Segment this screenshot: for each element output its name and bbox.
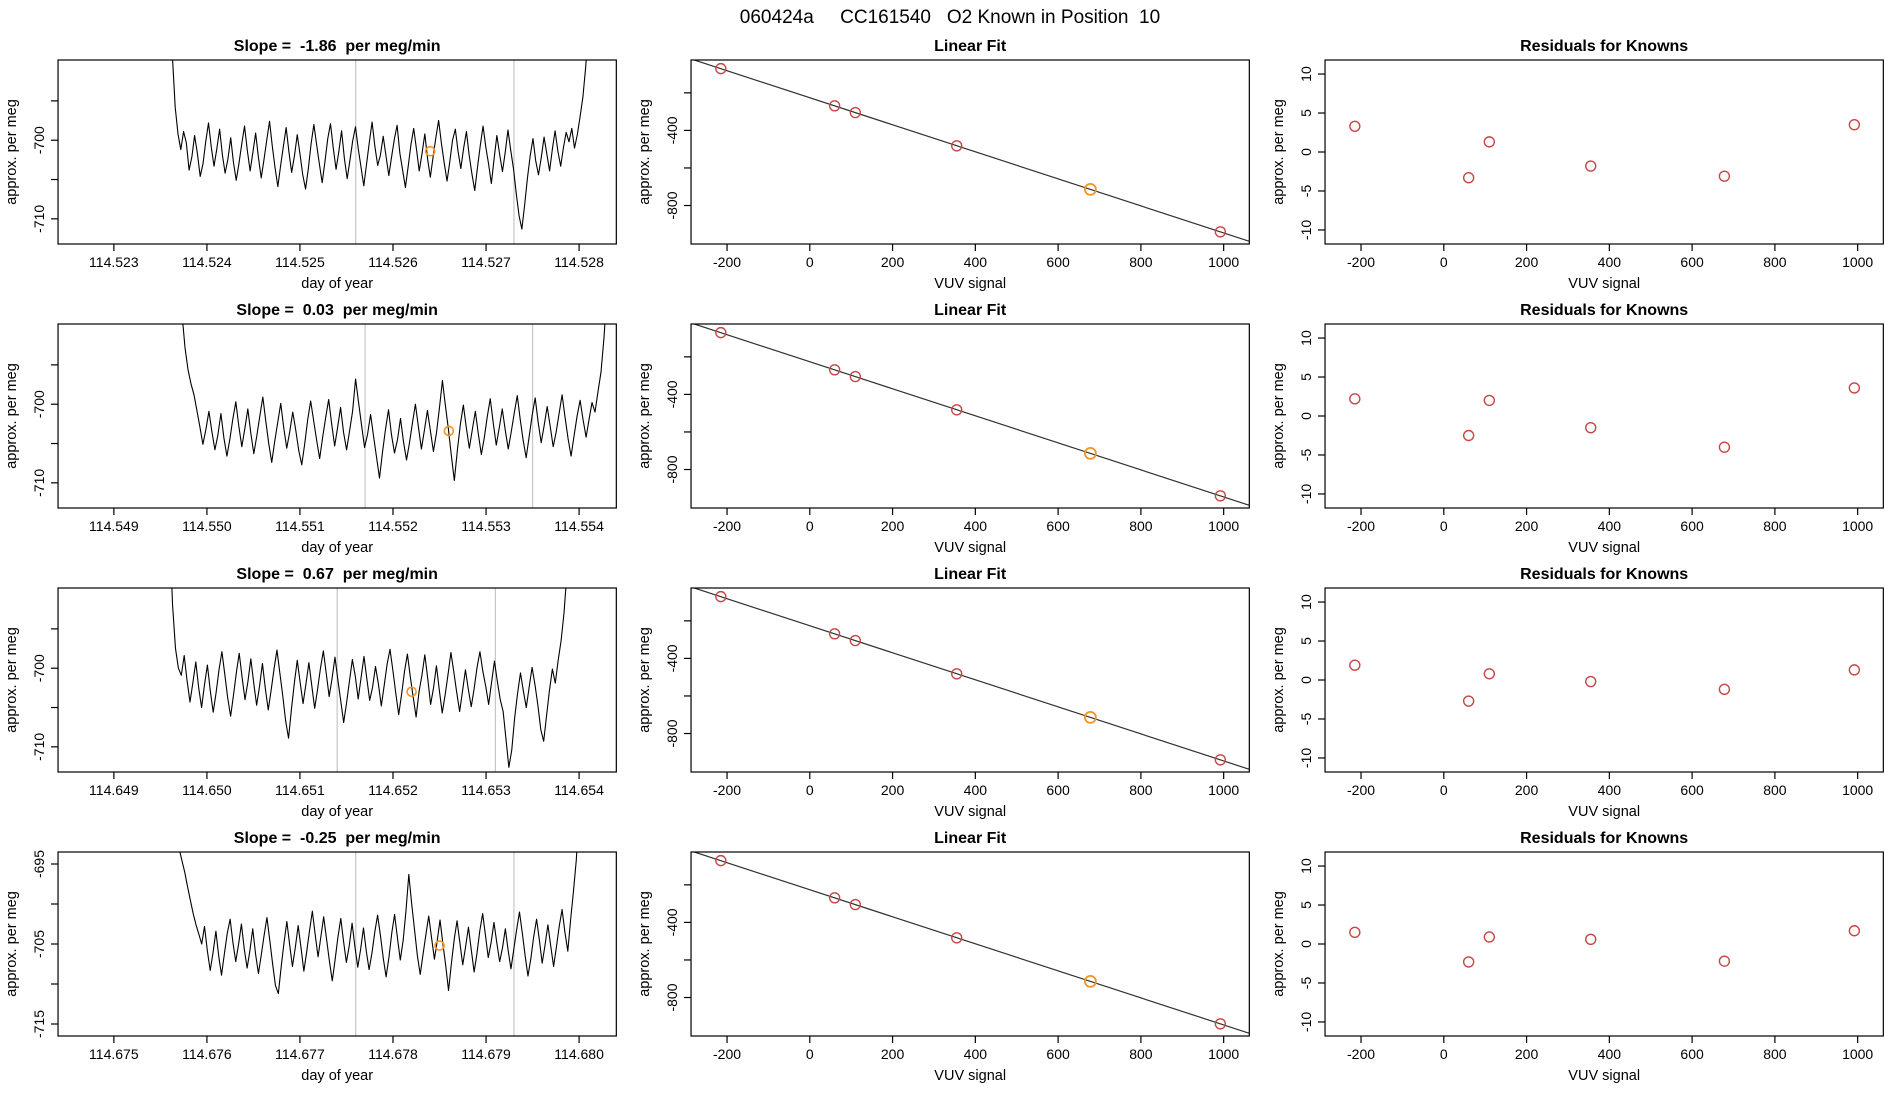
x-tick-label: 0 [806,254,815,270]
fit-line [691,587,1249,769]
data-point [1349,394,1359,404]
y-tick-label: -5 [1297,976,1314,990]
y-tick-label: 0 [1297,412,1314,420]
y-tick-label: 10 [1297,330,1314,346]
data-point [1849,926,1859,936]
data-point [1349,660,1359,670]
x-tick-label: 114.528 [554,254,604,270]
x-tick-label: 114.652 [368,782,418,798]
plot-box [691,588,1249,772]
y-axis-label: approx. per meg [4,99,21,205]
y-tick-label: -10 [1297,219,1314,241]
data-point [1463,957,1473,967]
x-tick-label: 114.675 [89,1046,139,1062]
x-tick-label: 114.649 [89,782,139,798]
x-tick-label: 200 [1514,782,1538,798]
y-tick-label: 10 [1297,66,1314,82]
y-axis-label: approx. per meg [4,363,21,469]
x-tick-label: 400 [1597,1046,1621,1062]
data-point [1463,430,1473,440]
panel-title: Residuals for Knowns [1519,302,1688,319]
x-tick-label: 114.679 [461,1046,511,1062]
x-tick-label: 1000 [1841,254,1873,270]
x-tick-label: 114.550 [182,518,232,534]
x-axis-label: VUV signal [1567,540,1640,556]
data-point [1585,423,1595,433]
y-axis-label: approx. per meg [1270,99,1287,205]
x-axis-label: VUV signal [1567,1068,1640,1084]
x-tick-label: 600 [1046,782,1071,798]
y-tick-label: -400 [664,116,681,145]
x-tick-label: 0 [1439,518,1448,534]
data-point [1849,665,1859,675]
y-tick-label: -700 [31,126,48,155]
y-axis-label: approx. per meg [637,363,654,469]
data-point [1719,171,1729,181]
plot-box [1325,60,1883,244]
fit-line [691,851,1249,1033]
y-tick-label: -10 [1297,483,1314,505]
x-tick-label: 800 [1762,254,1787,270]
x-tick-label: 800 [1762,782,1787,798]
x-tick-label: 600 [1680,518,1704,534]
y-tick-label: -5 [1297,712,1314,726]
panel-r1-trace [0,34,633,298]
x-axis-label: VUV signal [1567,804,1640,820]
plot-box [58,60,616,244]
data-point [1484,932,1494,942]
x-tick-label: 114.523 [89,254,139,270]
y-tick-label: 0 [1297,940,1314,948]
time-series-path [179,298,607,481]
x-tick-label: -200 [713,254,742,270]
x-tick-label: 114.653 [461,782,511,798]
y-axis-label: approx. per meg [4,891,21,997]
data-point [1585,934,1595,944]
panel-r1-resid [1267,34,1900,298]
y-tick-label: 0 [1297,148,1314,156]
data-point [1463,696,1473,706]
x-tick-label: 200 [1514,254,1538,270]
x-tick-label: 200 [881,1046,905,1062]
x-tick-label: 400 [963,254,988,270]
x-tick-label: -200 [1346,782,1375,798]
x-tick-label: -200 [713,518,742,534]
x-tick-label: 0 [1439,782,1448,798]
y-tick-label: -400 [664,644,681,673]
y-tick-label: 5 [1297,637,1314,645]
fit-line [691,323,1249,505]
y-tick-label: -800 [664,719,681,748]
panel-r1-fit [633,34,1266,298]
data-point [1484,669,1494,679]
x-tick-label: 0 [1439,1046,1448,1062]
x-tick-label: 400 [963,518,988,534]
data-point [1849,383,1859,393]
y-tick-label: -700 [31,390,48,419]
panel-r2-resid [1267,298,1900,562]
panel-title: Linear Fit [934,566,1007,583]
panel-r4-fit [633,826,1266,1090]
x-tick-label: 114.551 [275,518,325,534]
y-tick-label: -695 [31,849,48,879]
x-axis-label: day of year [301,804,374,820]
panel-title: Linear Fit [934,38,1007,55]
x-tick-label: 200 [881,518,905,534]
x-tick-label: 0 [806,1046,815,1062]
x-tick-label: 400 [1597,254,1621,270]
panel-title: Residuals for Knowns [1519,830,1688,847]
data-point [1484,137,1494,147]
panel-r3-trace [0,562,633,826]
x-tick-label: 600 [1680,782,1704,798]
y-tick-label: -800 [664,455,681,484]
panel-title: Linear Fit [934,302,1007,319]
x-tick-label: 400 [963,1046,988,1062]
y-tick-label: 5 [1297,901,1314,909]
x-tick-label: 114.554 [554,518,604,534]
data-point [1585,161,1595,171]
x-tick-label: 600 [1680,254,1704,270]
x-tick-label: 800 [1762,1046,1787,1062]
x-axis-label: VUV signal [934,804,1007,820]
data-point [1719,956,1729,966]
x-axis-label: VUV signal [934,540,1007,556]
x-tick-label: 1000 [1841,1046,1873,1062]
plot-box [691,60,1249,244]
y-tick-label: 0 [1297,676,1314,684]
x-tick-label: 114.552 [368,518,418,534]
panel-grid [0,34,1900,1090]
x-tick-label: -200 [1346,518,1375,534]
x-tick-label: 0 [806,518,815,534]
y-tick-label: -715 [31,1009,48,1039]
x-tick-label: 200 [881,254,905,270]
x-tick-label: 200 [881,782,905,798]
time-series-path [170,562,570,767]
panel-r2-fit [633,298,1266,562]
panel-r2-trace [0,298,633,562]
x-tick-label: 0 [806,782,815,798]
x-tick-label: 114.651 [275,782,325,798]
y-tick-label: 10 [1297,858,1314,874]
x-tick-label: 114.676 [182,1046,232,1062]
y-tick-label: -710 [31,732,48,761]
y-axis-label: approx. per meg [4,627,21,733]
x-tick-label: 114.677 [275,1046,325,1062]
panel-title: Slope = 0.03 per meg/min [236,302,438,319]
y-tick-label: 5 [1297,109,1314,117]
x-tick-label: 1000 [1208,518,1240,534]
x-tick-label: 114.654 [554,782,604,798]
x-tick-label: 114.553 [461,518,511,534]
data-point [1585,677,1595,687]
x-tick-label: 114.527 [461,254,511,270]
x-tick-label: 1000 [1208,1046,1240,1062]
plot-box [1325,852,1883,1036]
y-tick-label: -5 [1297,448,1314,462]
panel-r3-resid [1267,562,1900,826]
y-tick-label: -705 [31,929,48,959]
time-series-path [170,34,589,229]
x-axis-label: VUV signal [934,1068,1007,1084]
x-tick-label: 114.680 [554,1046,604,1062]
data-point [1719,442,1729,452]
x-tick-label: 800 [1129,782,1153,798]
y-axis-label: approx. per meg [637,891,654,997]
x-tick-label: 600 [1046,1046,1071,1062]
x-tick-label: 1000 [1841,782,1873,798]
panel-title: Linear Fit [934,830,1007,847]
y-tick-label: -700 [31,654,48,683]
y-tick-label: -800 [664,983,681,1012]
panel-title: Slope = -1.86 per meg/min [233,38,441,55]
data-point [1849,120,1859,130]
data-point [1349,121,1359,131]
time-series-path [179,826,579,994]
x-axis-label: day of year [301,276,374,292]
x-tick-label: 400 [963,782,988,798]
x-tick-label: 800 [1129,518,1153,534]
x-tick-label: 800 [1762,518,1787,534]
plot-box [1325,324,1883,508]
y-tick-label: -5 [1297,184,1314,198]
x-tick-label: 400 [1597,782,1621,798]
x-tick-label: 0 [1439,254,1448,270]
y-tick-label: 10 [1297,594,1314,610]
plot-box [691,324,1249,508]
x-tick-label: 200 [1514,518,1538,534]
x-tick-label: -200 [1346,254,1375,270]
x-tick-label: 800 [1129,254,1153,270]
plot-box [1325,588,1883,772]
x-tick-label: 600 [1046,254,1071,270]
figure-title: 060424a CC161540 O2 Known in Position 10 [739,7,1161,28]
data-point [1484,395,1494,405]
y-tick-label: -400 [664,908,681,937]
x-axis-label: VUV signal [1567,276,1640,292]
panel-r4-resid [1267,826,1900,1090]
x-tick-label: 114.526 [368,254,418,270]
x-tick-label: -200 [713,1046,742,1062]
x-tick-label: 600 [1680,1046,1704,1062]
x-tick-label: 600 [1046,518,1071,534]
x-tick-label: 114.678 [368,1046,418,1062]
x-tick-label: 114.549 [89,518,139,534]
y-tick-label: -400 [664,380,681,409]
y-axis-label: approx. per meg [1270,363,1287,469]
data-point [1719,684,1729,694]
x-tick-label: 1000 [1208,254,1240,270]
x-axis-label: day of year [301,540,374,556]
x-tick-label: 800 [1129,1046,1153,1062]
panel-title: Residuals for Knowns [1519,38,1688,55]
panel-r4-trace [0,826,633,1090]
y-axis-label: approx. per meg [1270,627,1287,733]
panel-title: Slope = -0.25 per meg/min [233,830,441,847]
x-tick-label: -200 [1346,1046,1375,1062]
y-axis-label: approx. per meg [1270,891,1287,997]
y-tick-label: -710 [31,468,48,497]
x-axis-label: day of year [301,1068,374,1084]
y-tick-label: -10 [1297,1011,1314,1033]
panel-r3-fit [633,562,1266,826]
y-axis-label: approx. per meg [637,627,654,733]
x-tick-label: 400 [1597,518,1621,534]
y-tick-label: -800 [664,191,681,220]
panel-title: Residuals for Knowns [1519,566,1688,583]
data-point [1463,173,1473,183]
x-tick-label: 1000 [1841,518,1873,534]
fit-line [691,59,1249,241]
y-axis-label: approx. per meg [637,99,654,205]
x-tick-label: -200 [713,782,742,798]
x-tick-label: 1000 [1208,782,1240,798]
x-tick-label: 114.525 [275,254,325,270]
x-axis-label: VUV signal [934,276,1007,292]
data-point [1349,927,1359,937]
x-tick-label: 114.524 [182,254,232,270]
x-tick-label: 114.650 [182,782,232,798]
y-tick-label: -10 [1297,747,1314,769]
y-tick-label: -710 [31,204,48,233]
panel-title: Slope = 0.67 per meg/min [236,566,438,583]
plot-box [691,852,1249,1036]
y-tick-label: 5 [1297,373,1314,381]
x-tick-label: 200 [1514,1046,1538,1062]
